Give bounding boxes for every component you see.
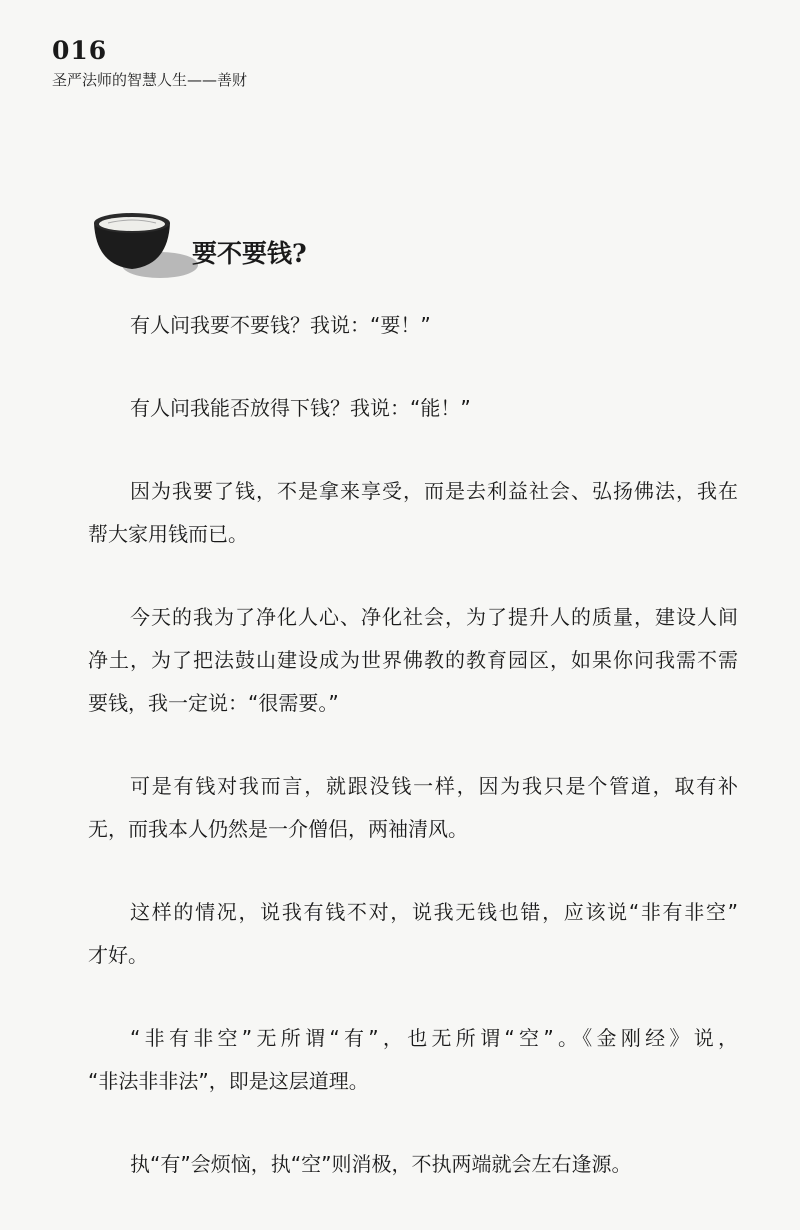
paragraph [88, 1021, 738, 1107]
paragraph [88, 391, 738, 434]
paragraph [88, 895, 738, 981]
section-title: 要不要钱? [192, 239, 307, 268]
bowl-icon [88, 203, 200, 283]
text-line: 要钱，我一定说：“很需要。” [88, 691, 339, 715]
text-line: 帮大家用钱而已。 [88, 522, 248, 546]
text-line: “非有非空”无所谓“有”，也无所谓“空”。《金刚经》说， [130, 1026, 738, 1050]
page-number: 016 [52, 36, 108, 65]
text-line: “非法非非法”，即是这层道理。 [88, 1069, 369, 1093]
paragraph [88, 1147, 738, 1190]
paragraph [88, 600, 738, 729]
paragraph [88, 769, 738, 855]
text-line: 有人问我要不要钱？我说：“要！” [130, 313, 431, 337]
text-line: 有人问我能否放得下钱？我说：“能！” [130, 396, 471, 420]
text-line: 可是有钱对我而言，就跟没钱一样，因为我只是个管道，取有补 [130, 774, 738, 798]
running-title: 圣严法师的智慧人生——善财 [52, 71, 248, 89]
body-text [88, 308, 738, 1230]
paragraph [88, 308, 738, 351]
text-line: 净土，为了把法鼓山建设成为世界佛教的教育园区，如果你问我需不需 [88, 648, 738, 672]
text-line: 执“有”会烦恼，执“空”则消极，不执两端就会左右逢源。 [130, 1152, 632, 1176]
paragraph [88, 474, 738, 560]
text-line: 无，而我本人仍然是一介僧侣，两袖清风。 [88, 817, 468, 841]
text-line: 因为我要了钱，不是拿来享受，而是去利益社会、弘扬佛法，我在 [130, 479, 738, 503]
text-line: 这样的情况，说我有钱不对，说我无钱也错，应该说“非有非空” [130, 900, 738, 924]
text-line: 今天的我为了净化人心、净化社会，为了提升人的质量，建设人间 [130, 605, 738, 629]
text-line: 才好。 [88, 943, 148, 967]
